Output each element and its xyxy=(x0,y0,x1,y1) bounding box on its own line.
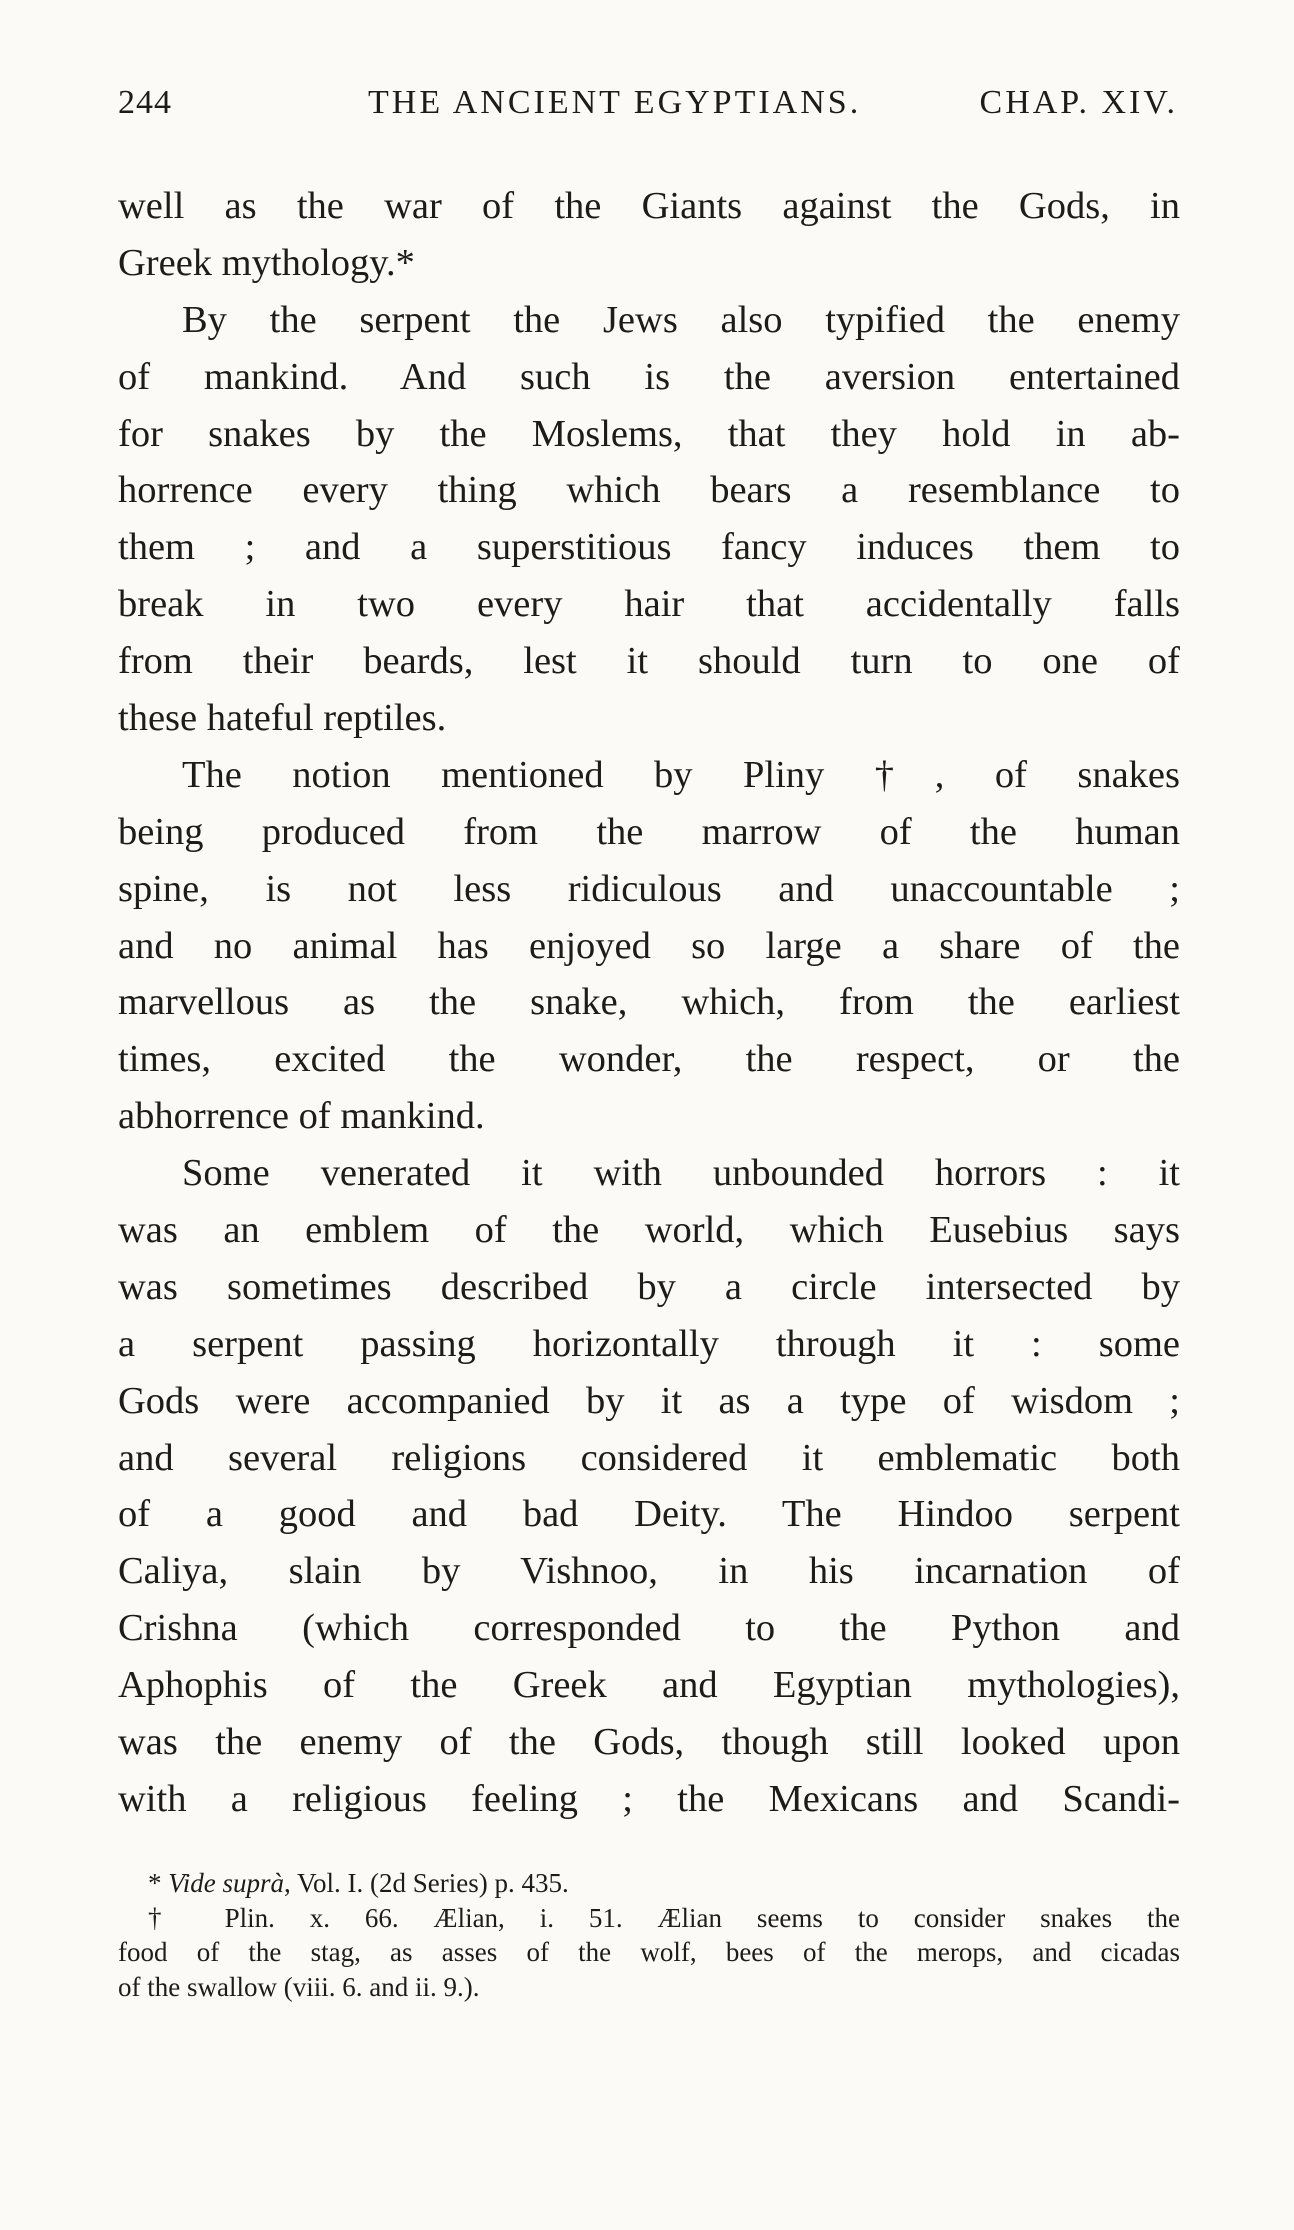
text-line: spine, is not less ridiculous and unaccountable ; xyxy=(118,867,1180,910)
text-line: of mankind. And such is the aversion entertained xyxy=(118,355,1180,398)
footnote-2-line: food of the stag, as asses of the wolf, bees of the merops, and cicadas xyxy=(118,1937,1180,1967)
footnotes xyxy=(118,1866,1180,2004)
text-line: well as the war of the Giants against the Gods, in xyxy=(118,185,1180,227)
text-line: Gods were accompanied by it as a type of wisdom ; xyxy=(118,1379,1180,1422)
text-line: them ; and a superstitious fancy induces them to xyxy=(118,526,1180,569)
text-line: for snakes by the Moslems, that they hold in ab- xyxy=(118,412,1180,455)
text-line: Greek mythology.* xyxy=(118,241,415,284)
text-line: and several religions considered it emblematic both xyxy=(118,1436,1180,1479)
text-line: these hateful reptiles. xyxy=(118,697,447,740)
text-line: a serpent passing horizontally through it : some xyxy=(118,1322,1180,1365)
footnote-1 xyxy=(118,1866,1180,1901)
running-head xyxy=(118,84,1178,134)
text-line: Aphophis of the Greek and Egyptian mythologies), xyxy=(118,1664,1180,1707)
text-line: Caliya, slain by Vishnoo, in his incarnation of xyxy=(118,1550,1180,1593)
text-line: times, excited the wonder, the respect, or the xyxy=(118,1038,1180,1081)
text-line: Crishna (which corresponded to the Python and xyxy=(118,1607,1180,1650)
paragraph-start-line: By the serpent the Jews also typified the enemy xyxy=(182,298,1180,341)
footnote-2-line: of the swallow (viii. 6. and ii. 9.). xyxy=(118,1971,480,2002)
text-line: of a good and bad Deity. The Hindoo serpent xyxy=(118,1493,1180,1536)
footnote-italic-text: Vide suprà xyxy=(168,1868,284,1898)
paragraph-start-line: The notion mentioned by Pliny †, of snakes xyxy=(182,753,1180,796)
page-number: 244 xyxy=(118,84,172,121)
text-line: with a religious feeling ; the Mexicans and Scandi- xyxy=(118,1777,1180,1820)
footnote-2-line: † Plin. x. 66. Ælian, i. 51. Ælian seems to consider snakes the xyxy=(148,1902,1180,1933)
text-line: being produced from the marrow of the human xyxy=(118,810,1180,853)
text-line: break in two every hair that accidentally falls xyxy=(118,583,1180,626)
text-line: marvellous as the snake, which, from the earliest xyxy=(118,981,1180,1024)
text-line: and no animal has enjoyed so large a share of the xyxy=(118,924,1180,967)
text-line: was an emblem of the world, which Eusebius says xyxy=(118,1209,1180,1252)
body-text xyxy=(118,178,1180,1828)
text-line: was the enemy of the Gods, though still looked upon xyxy=(118,1721,1180,1764)
text-line: horrence every thing which bears a resemblance to xyxy=(118,469,1180,512)
text-line: was sometimes described by a circle intersected by xyxy=(118,1265,1180,1308)
chapter-label: CHAP. XIV. xyxy=(979,84,1178,121)
text-line: abhorrence of mankind. xyxy=(118,1095,485,1138)
footnote-mark: * xyxy=(148,1868,162,1898)
paragraph-start-line: Some venerated it with unbounded horrors : it xyxy=(182,1152,1180,1195)
footnote-text: , Vol. I. (2d Series) p. 435. xyxy=(284,1868,569,1898)
running-title: THE ANCIENT EGYPTIANS. xyxy=(368,84,862,121)
text-line: from their beards, lest it should turn to one of xyxy=(118,640,1180,683)
